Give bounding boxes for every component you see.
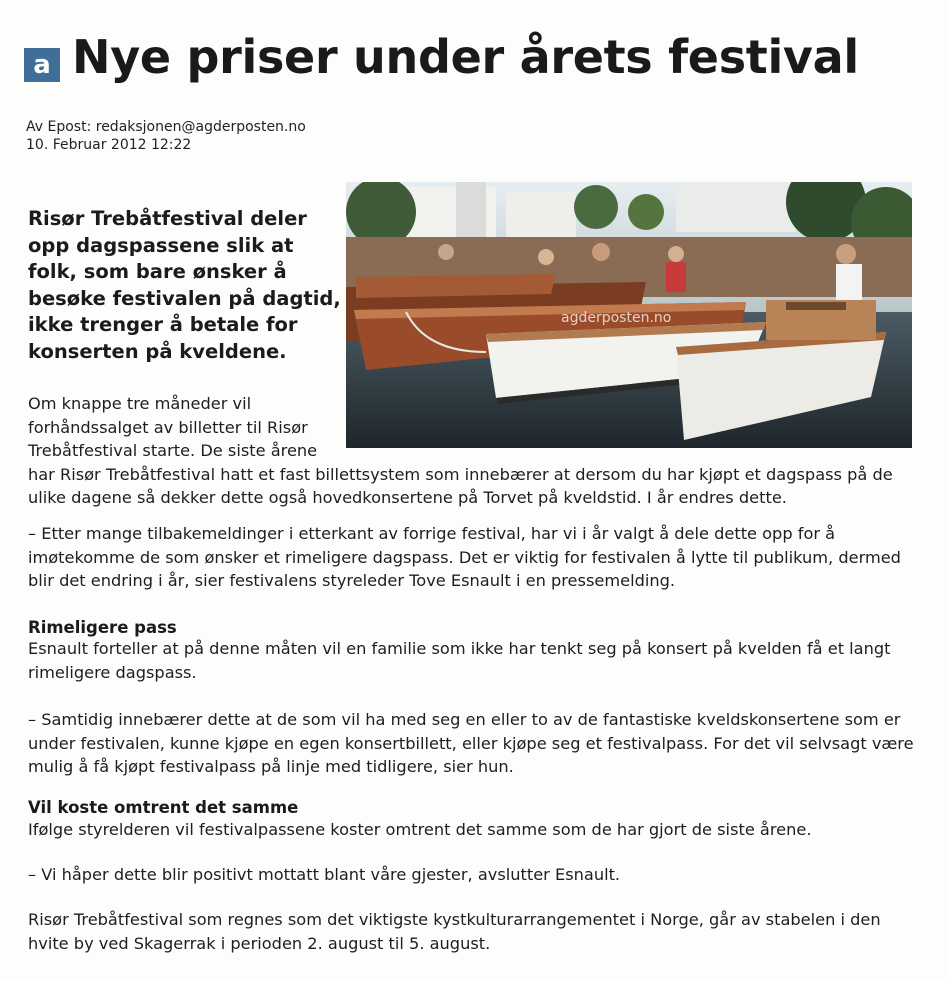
lead-paragraph: Risør Trebåtfestival deler opp dagspassene slik at folk, som bare ønsker å besøke festivalen på dagtid, ikke trenger å betale for konserten på kveldene. [28, 207, 341, 363]
paragraph-7: Risør Trebåtfestival som regnes som det viktigste kystkulturarrangementet i Norge, går av stabelen i den hvite by ved Skagerrak i perioden 2. august til 5. august. [28, 910, 881, 953]
letter-a-badge-icon: a [24, 48, 60, 82]
paragraph-3: Esnault forteller at på denne måten vil en familie som ikke har tenkt seg på konsert på kvelden få et langt rimeligere dagspass. [28, 639, 891, 682]
subheading-vil-koste: Vil koste omtrent det samme [28, 798, 299, 817]
paragraph-2: – Etter mange tilbakemeldinger i etterkant av forrige festival, har vi i år valgt å dele dette opp for å imøtekomme de som ønsker et rimeligere dagspass. Det er viktig for festivalen å lytte til publikum, dermed blir det endring i år, sier festivalens styreleder Tove Esnault i en pressemelding. [28, 524, 901, 590]
page-title: Nye priser under årets festival [72, 30, 859, 84]
byline [26, 118, 306, 154]
subheading-rimeligere-pass: Rimeligere pass [28, 618, 177, 637]
paragraph-5: Ifølge styrelderen vil festivalpassene koster omtrent det samme som de har gjort de siste årene. [28, 820, 812, 839]
paragraph-6: – Vi håper dette blir positivt mottatt blant våre gjester, avslutter Esnault. [28, 865, 621, 884]
byline-date: 10. Februar 2012 12:22 [26, 137, 192, 153]
byline-author: Av Epost: redaksjonen@agderposten.no [26, 119, 306, 135]
photo-watermark: agderposten.no [561, 310, 672, 326]
paragraph-1-rest: har Risør Trebåtfestival hatt et fast billettsystem som innebærer at dersom du har kjøpt et dagspass på de ulike dagene så dekker dette også hovedkonsertene på Torvet på kveldstid. I år endres dette. [28, 464, 893, 507]
paragraph-4: – Samtidig innebærer dette at de som vil ha med seg en eller to av de fantastiske kveldskonsertene som er under festivalen, kunne kjøpe en egen konsertbillett, eller kjøpe seg et festivalpass. For det vil selvsagt være mulig å få kjøpt festivalpass på linje med tidligere, sier hun. [28, 710, 914, 776]
paragraph-1 [28, 392, 918, 510]
paragraph-1-narrow: Om knappe tre måneder vil forhåndssalget av billetter til Risør Trebåtfestival starte. De siste årene [28, 394, 318, 460]
